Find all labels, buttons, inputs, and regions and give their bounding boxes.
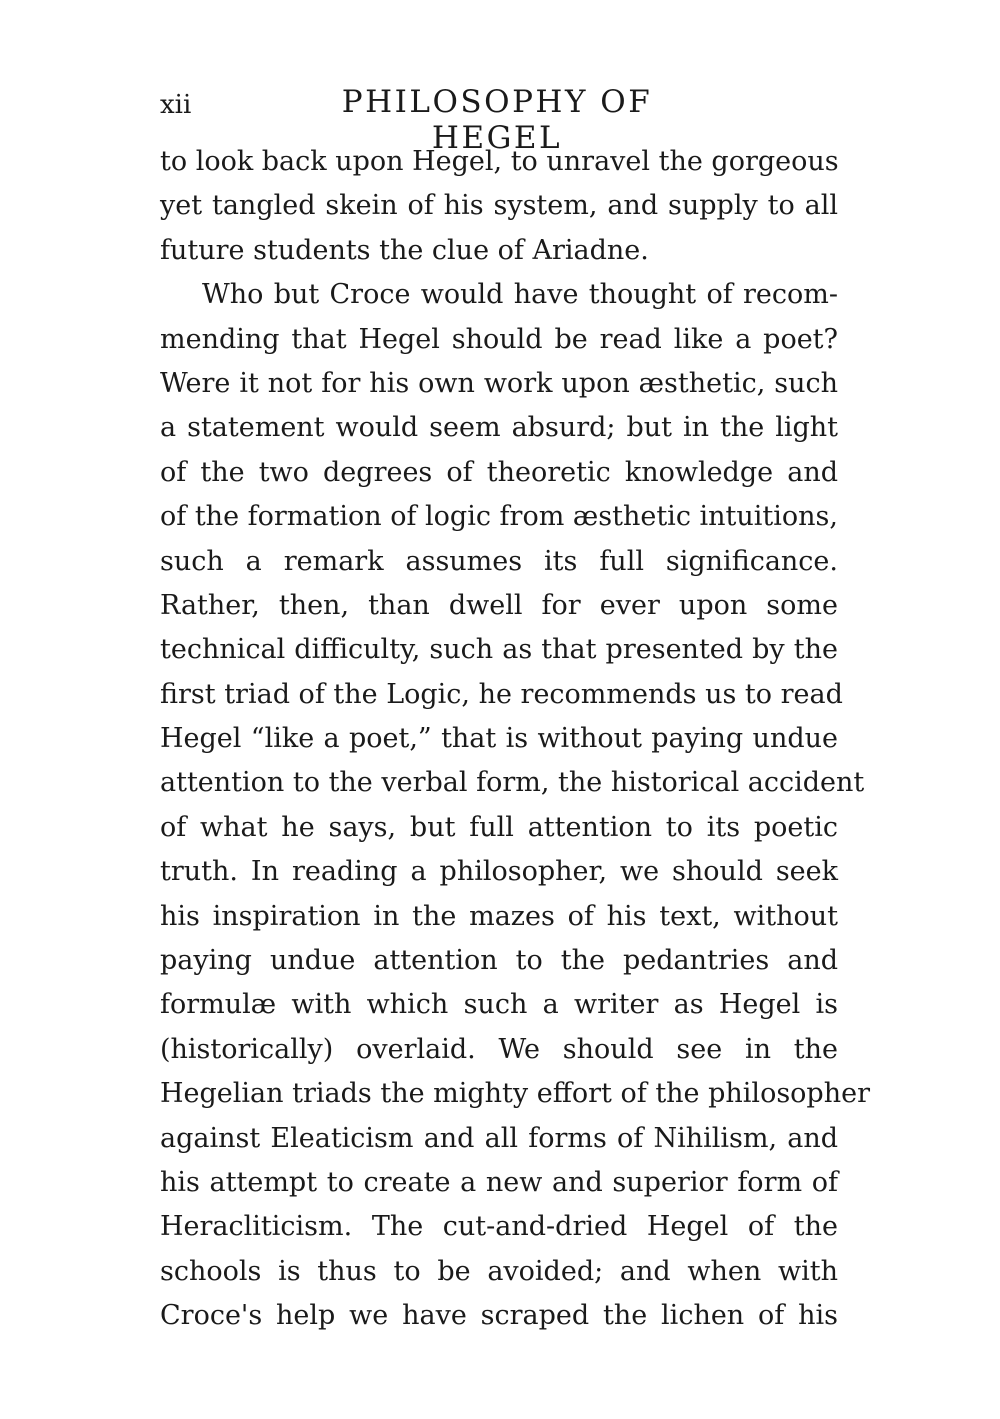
text-line: Croce's help we have scraped the lichen of his	[160, 1300, 838, 1332]
text-line: Heracliticism. The cut-and-dried Hegel of the	[160, 1211, 838, 1243]
text-line: yet tangled skein of his system, and supply to all	[160, 190, 838, 222]
text-line: paying undue attention to the pedantries and	[160, 945, 838, 977]
text-line: against Eleaticism and all forms of Nihilism, and	[160, 1122, 838, 1154]
text-line: a statement would seem absurd; but in the light	[160, 412, 838, 444]
text-line: schools is thus to be avoided; and when with	[160, 1255, 838, 1287]
text-line: (historically) overlaid. We should see in the	[160, 1033, 838, 1065]
text-line: to look back upon Hegel, to unravel the gorgeous	[160, 146, 839, 177]
text-line: Hegel “like a poet,” that is without paying undue	[160, 723, 838, 755]
page-body	[160, 140, 870, 1339]
text-line: truth. In reading a philosopher, we should seek	[160, 856, 838, 888]
text-line: such a remark assumes its full significance.	[160, 545, 838, 577]
text-line: Rather, then, than dwell for ever upon some	[160, 589, 838, 621]
text-line: attention to the verbal form, the historical accident	[160, 767, 865, 799]
text-line: of the two degrees of theoretic knowledge and	[160, 456, 838, 488]
page-number: xii	[160, 90, 192, 120]
text-line: Who but Croce would have thought of recom-	[202, 279, 838, 311]
text-line: Hegelian triads the mighty effort of the philosopher	[160, 1078, 870, 1110]
running-title: PHILOSOPHY OF HEGEL	[341, 84, 653, 156]
text-line: Were it not for his own work upon æsthetic, such	[160, 367, 838, 399]
text-line: mending that Hegel should be read like a poet?	[160, 323, 838, 355]
text-line: his attempt to create a new and superior form of	[160, 1166, 838, 1198]
text-line: his inspiration in the mazes of his text, without	[160, 900, 838, 932]
text-line: formulæ with which such a writer as Hegel is	[160, 989, 838, 1021]
text-line: of the formation of logic from æsthetic intuitions,	[160, 501, 838, 533]
text-line: technical difficulty, such as that presented by the	[160, 634, 838, 666]
text-line: of what he says, but full attention to its poetic	[160, 811, 838, 843]
text-line: future students the clue of Ariadne.	[160, 234, 649, 266]
text-line: first triad of the Logic, he recommends us to read	[160, 678, 843, 710]
